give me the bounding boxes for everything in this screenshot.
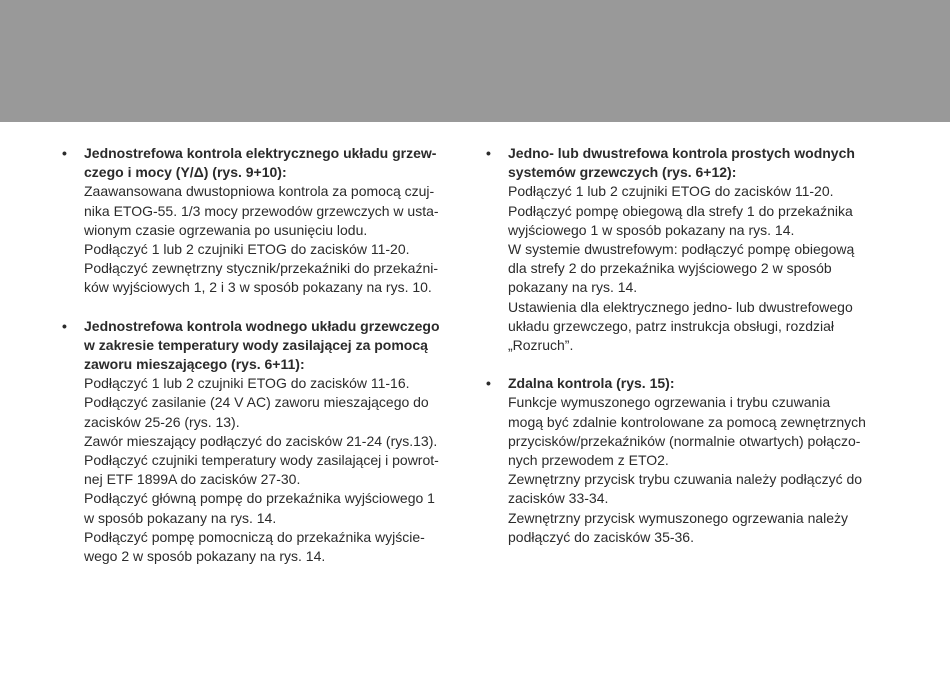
- right-column: [486, 144, 906, 547]
- item-body-line: Funkcje wymuszonego ogrzewania i trybu czuwania: [508, 394, 831, 411]
- item-heading-line: Jednostrefowa kontrola wodnego układu grzewczego: [84, 317, 440, 334]
- item-body-line: Podłączyć 1 lub 2 czujniki ETOG do zacisków 11-20.: [84, 241, 410, 258]
- left-column: [62, 144, 472, 566]
- bullet-icon: •: [486, 145, 491, 161]
- item-body-line: „Rozruch”.: [508, 337, 574, 354]
- item-body-line: Podłączyć 1 lub 2 czujniki ETOG do zacisków 11-16.: [84, 375, 410, 392]
- item-body-line: Ustawienia dla elektrycznego jedno- lub dwustrefowego: [508, 298, 853, 315]
- item-body-line: dla strefy 2 do przekaźnika wyjściowego 2 w sposób: [508, 260, 832, 277]
- item-body-line: Zewnętrzny przycisk wymuszonego ogrzewania należy: [508, 509, 849, 526]
- item-body-line: przycisków/przekaźników (normalnie otwartych) połączo-: [508, 432, 861, 449]
- item-body-line: układu grzewczego, patrz instrukcja obsługi, rozdział: [508, 317, 835, 334]
- bullet-icon: •: [62, 317, 67, 334]
- bullet-icon: •: [62, 145, 67, 161]
- item-body-line: w sposób pokazany na rys. 14.: [84, 509, 277, 526]
- item-body-line: Podłączyć czujniki temperatury wody zasilającej i powrot-: [84, 452, 439, 469]
- item-heading-line: czego i mocy (Y/Δ) (rys. 9+10):: [84, 164, 287, 181]
- item-body-line: Podłączyć zewnętrzny stycznik/przekaźniki do przekaźni-: [84, 260, 439, 277]
- item-body-line: Podłączyć pompę obiegową dla strefy 1 do przekaźnika: [508, 202, 853, 219]
- item-body-line: W systemie dwustrefowym: podłączyć pompę obiegową: [508, 241, 855, 258]
- item-body-line: Zawór mieszający podłączyć do zacisków 21-24 (rys.13).: [84, 432, 438, 449]
- item-body-line: zacisków 33-34.: [508, 490, 609, 507]
- bullet-item-remote-control: [486, 374, 906, 547]
- item-body-line: zacisków 25-26 (rys. 13).: [84, 413, 240, 430]
- item-body-line: pokazany na rys. 14.: [508, 279, 638, 296]
- item-body-line: Zaawansowana dwustopniowa kontrola za pomocą czuj-: [84, 183, 435, 200]
- item-body-line: nej ETF 1899A do zacisków 27-30.: [84, 471, 301, 488]
- item-body-line: Podłączyć główną pompę do przekaźnika wyjściowego 1: [84, 490, 435, 507]
- item-body-line: podłączyć do zacisków 35-36.: [508, 528, 694, 545]
- item-body-line: wyjściowego 1 w sposób pokazany na rys. 14.: [508, 221, 795, 238]
- bullet-item-electric-single-zone: [62, 144, 472, 298]
- item-heading-line: Jednostrefowa kontrola elektrycznego układu grzew-: [84, 145, 437, 161]
- bullet-item-water-mixing-valve: [62, 317, 472, 567]
- bullet-icon: •: [486, 375, 491, 392]
- item-body-line: nika ETOG-55. 1/3 mocy przewodów grzewczych w usta-: [84, 202, 439, 219]
- item-heading-line: Zdalna kontrola (rys. 15):: [508, 375, 675, 392]
- header-band: [0, 0, 950, 122]
- item-body-line: Podłączyć pompę pomocniczą do przekaźnika wyjście-: [84, 528, 425, 545]
- item-body-line: mogą być zdalnie kontrolowane za pomocą zewnętrznych: [508, 413, 866, 430]
- item-heading-line: Jedno- lub dwustrefowa kontrola prostych wodnych: [508, 145, 855, 161]
- item-body-line: Zewnętrzny przycisk trybu czuwania należy podłączyć do: [508, 471, 863, 488]
- item-body-line: nych przewodem z ETO2.: [508, 452, 669, 469]
- item-heading-line: zaworu mieszającego (rys. 6+11):: [84, 356, 305, 373]
- item-body-line: ków wyjściowych 1, 2 i 3 w sposób pokazany na rys. 10.: [84, 279, 432, 296]
- item-body-line: Podłączyć 1 lub 2 czujniki ETOG do zacisków 11-20.: [508, 183, 834, 200]
- item-body-line: wego 2 w sposób pokazany na rys. 14.: [84, 548, 326, 565]
- item-body-line: Podłączyć zasilanie (24 V AC) zaworu mieszającego do: [84, 394, 429, 411]
- item-body-line: wionym czasie ogrzewania po usunięciu lodu.: [84, 221, 368, 238]
- item-heading-line: w zakresie temperatury wody zasilającej za pomocą: [84, 336, 428, 353]
- item-heading-line: systemów grzewczych (rys. 6+12):: [508, 164, 737, 181]
- bullet-item-simple-water-systems: [486, 144, 906, 355]
